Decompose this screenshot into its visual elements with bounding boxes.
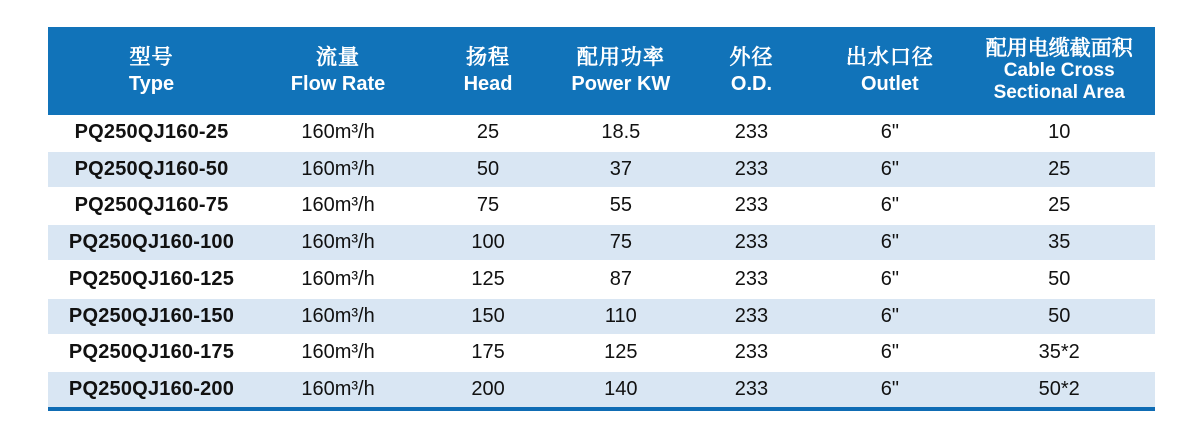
table-cell: 233 [687,298,817,335]
table-row [48,115,1155,151]
table-cell: 233 [687,261,817,298]
table-cell: 50 [963,298,1155,335]
table-cell: 125 [421,261,555,298]
table-cell: 100 [421,224,555,261]
table-row [48,151,1155,188]
table-cell: 6" [816,224,963,261]
table-cell: 233 [687,188,817,225]
table-cell: 6" [816,188,963,225]
column-header-zh: 配用功率 [576,46,665,69]
pump-specification-table [48,27,1155,411]
table-cell: 160m³/h [255,151,421,188]
table-row [48,261,1155,298]
column-header [555,27,687,115]
model-type-cell: PQ250QJ160-125 [48,261,255,298]
table-cell: 6" [816,261,963,298]
model-type-cell: PQ250QJ160-175 [48,335,255,372]
column-header-zh: 型号 [129,46,174,69]
table-cell: 160m³/h [255,115,421,151]
table-cell: 10 [963,115,1155,151]
table-cell: 55 [555,188,687,225]
table-cell: 35 [963,224,1155,261]
column-header [48,27,255,115]
table-cell: 25 [963,151,1155,188]
column-header-zh: 外径 [729,46,774,69]
table-cell: 200 [421,371,555,409]
table-cell: 6" [816,298,963,335]
table-cell: 160m³/h [255,188,421,225]
column-header-text [48,45,255,97]
column-header-text [555,45,687,97]
model-type-cell: PQ250QJ160-100 [48,224,255,261]
table-cell: 35*2 [963,335,1155,372]
column-header-text [687,45,817,97]
table-cell: 75 [421,188,555,225]
table-cell: 50 [963,261,1155,298]
table-cell: 160m³/h [255,371,421,409]
table-cell: 233 [687,371,817,409]
column-header-en: O.D. [730,73,773,95]
table-cell: 6" [816,371,963,409]
column-header-en: Outlet [860,73,919,95]
table-row [48,371,1155,409]
table-cell: 18.5 [555,115,687,151]
column-header [687,27,817,115]
table-cell: 160m³/h [255,298,421,335]
table-row [48,188,1155,225]
column-header-text [816,45,963,97]
table-cell: 233 [687,151,817,188]
column-header [816,27,963,115]
column-header-en: Head [463,73,513,95]
table-row [48,298,1155,335]
table-cell: 140 [555,371,687,409]
table-row [48,224,1155,261]
table-cell: 233 [687,115,817,151]
table-header [48,27,1155,115]
column-header-en: Cable Cross [1003,60,1115,81]
table-cell: 233 [687,335,817,372]
model-type-cell: PQ250QJ160-50 [48,151,255,188]
table-cell: 6" [816,151,963,188]
table-cell: 25 [421,115,555,151]
table-cell: 150 [421,298,555,335]
column-header-en: Sectional Area [993,82,1125,103]
table-cell: 175 [421,335,555,372]
column-header-en: Power KW [571,73,671,95]
column-header-text [963,38,1155,104]
model-type-cell: PQ250QJ160-75 [48,188,255,225]
table-cell: 50 [421,151,555,188]
table-cell: 6" [816,335,963,372]
column-header-zh: 配用电缆截面积 [985,37,1133,60]
table-cell: 75 [555,224,687,261]
column-header-en: Flow Rate [290,73,386,95]
column-header-zh: 扬程 [466,46,511,69]
model-type-cell: PQ250QJ160-200 [48,371,255,409]
table-cell: 6" [816,115,963,151]
column-header [963,27,1155,115]
table-cell: 50*2 [963,371,1155,409]
model-type-cell: PQ250QJ160-150 [48,298,255,335]
table-cell: 37 [555,151,687,188]
table-body [48,115,1155,409]
table-cell: 160m³/h [255,335,421,372]
table-cell: 110 [555,298,687,335]
column-header-en: Type [128,73,175,95]
table-cell: 233 [687,224,817,261]
column-header [421,27,555,115]
table-cell: 25 [963,188,1155,225]
table-cell: 125 [555,335,687,372]
table-cell: 160m³/h [255,224,421,261]
table-row [48,335,1155,372]
column-header-zh: 出水口径 [845,46,934,69]
column-header-zh: 流量 [316,46,361,69]
column-header-text [421,45,555,97]
table-cell: 87 [555,261,687,298]
table-cell: 160m³/h [255,261,421,298]
model-type-cell: PQ250QJ160-25 [48,115,255,151]
column-header [255,27,421,115]
header-row [48,27,1155,115]
column-header-text [255,45,421,97]
